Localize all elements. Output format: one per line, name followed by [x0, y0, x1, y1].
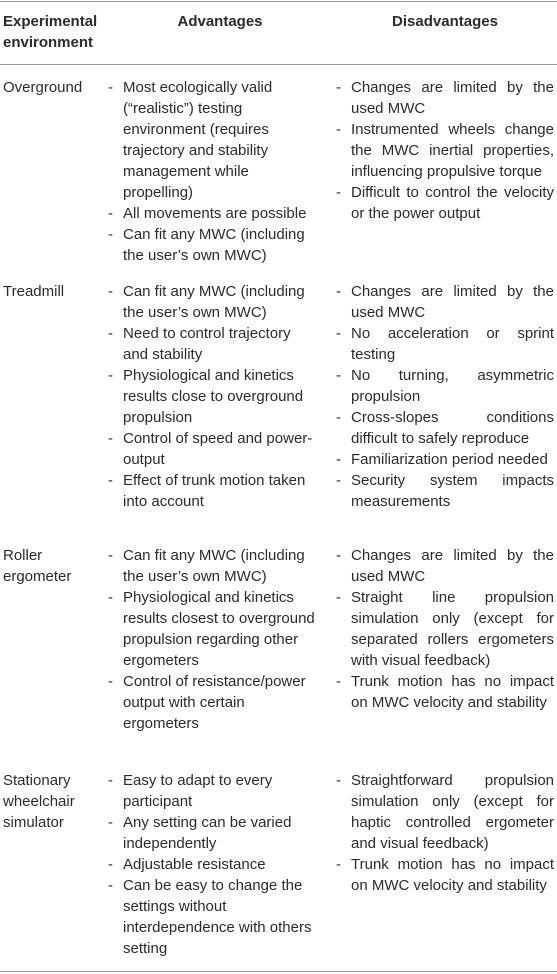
list-item: - Can be easy to change the settings without interdependence with others setting	[108, 875, 316, 959]
advantages-list	[108, 77, 316, 266]
list-item: - Most ecologically valid (“realistic”) testing environment (requires trajectory and stability management while propelling)	[108, 77, 316, 203]
list-item: - Difficult to control the velocity or the power output	[336, 182, 554, 224]
list-item: - Trunk motion has no impact on MWC velocity and stability	[336, 671, 554, 713]
list-item: - Need to control trajectory and stability	[108, 323, 316, 365]
list-item: - Instrumented wheels change the MWC inertial properties, influencing propulsive torque	[336, 119, 554, 182]
list-item: - Can fit any MWC (including the user’s own MWC)	[108, 545, 316, 587]
list-item: - Easy to adapt to every participant	[108, 770, 316, 812]
list-item: - Control of resistance/power output with certain ergometers	[108, 671, 316, 734]
list-item: - Changes are limited by the used MWC	[336, 281, 554, 323]
list-item: - Trunk motion has no impact on MWC velocity and stability	[336, 854, 554, 896]
list-item: - Changes are limited by the used MWC	[336, 77, 554, 119]
list-item: - Familiarization period needed	[336, 449, 554, 470]
header-disadvantages: Disadvantages	[392, 13, 498, 30]
list-item: - All movements are possible	[108, 203, 316, 224]
top-rule	[0, 1, 557, 2]
list-item: - Physiological and kinetics results close to overground propulsion	[108, 365, 316, 428]
environment-cell: Roller ergometer	[3, 547, 72, 585]
advantages-list	[108, 770, 316, 959]
list-item: - Effect of trunk motion taken into account	[108, 470, 316, 512]
list-item: - Cross-slopes conditions difficult to safely reproduce	[336, 407, 554, 449]
list-item: - No turning, asymmetric propulsion	[336, 365, 554, 407]
advantages-list	[108, 281, 316, 512]
environment-cell: Treadmill	[3, 283, 65, 300]
bottom-rule	[0, 971, 557, 972]
list-item: - Physiological and kinetics results closest to overground propulsion regarding other ergometers	[108, 587, 316, 671]
disadvantages-list	[336, 770, 554, 896]
disadvantages-list	[336, 281, 554, 512]
list-item: - Straightforward propulsion simulation only (except for haptic controlled ergometer and visual feedback)	[336, 770, 554, 854]
list-item: - Any setting can be varied independently	[108, 812, 316, 854]
environment-cell: Overground	[3, 79, 83, 96]
header-advantages: Advantages	[177, 13, 263, 30]
advantages-list	[108, 545, 316, 734]
header-environment: Experimental environment	[3, 13, 98, 51]
list-item: - No acceleration or sprint testing	[336, 323, 554, 365]
list-item: - Security system impacts measurements	[336, 470, 554, 512]
environment-cell: Stationary wheelchair simulator	[3, 772, 75, 831]
list-item: - Can fit any MWC (including the user’s own MWC)	[108, 224, 316, 266]
list-item: - Control of speed and power-output	[108, 428, 316, 470]
list-item: - Straight line propulsion simulation only (except for separated rollers ergometers with visual feedback)	[336, 587, 554, 671]
header-rule	[0, 64, 557, 65]
list-item: - Adjustable resistance	[108, 854, 316, 875]
list-item: - Can fit any MWC (including the user’s own MWC)	[108, 281, 316, 323]
disadvantages-list	[336, 77, 554, 224]
list-item: - Changes are limited by the used MWC	[336, 545, 554, 587]
disadvantages-list	[336, 545, 554, 713]
